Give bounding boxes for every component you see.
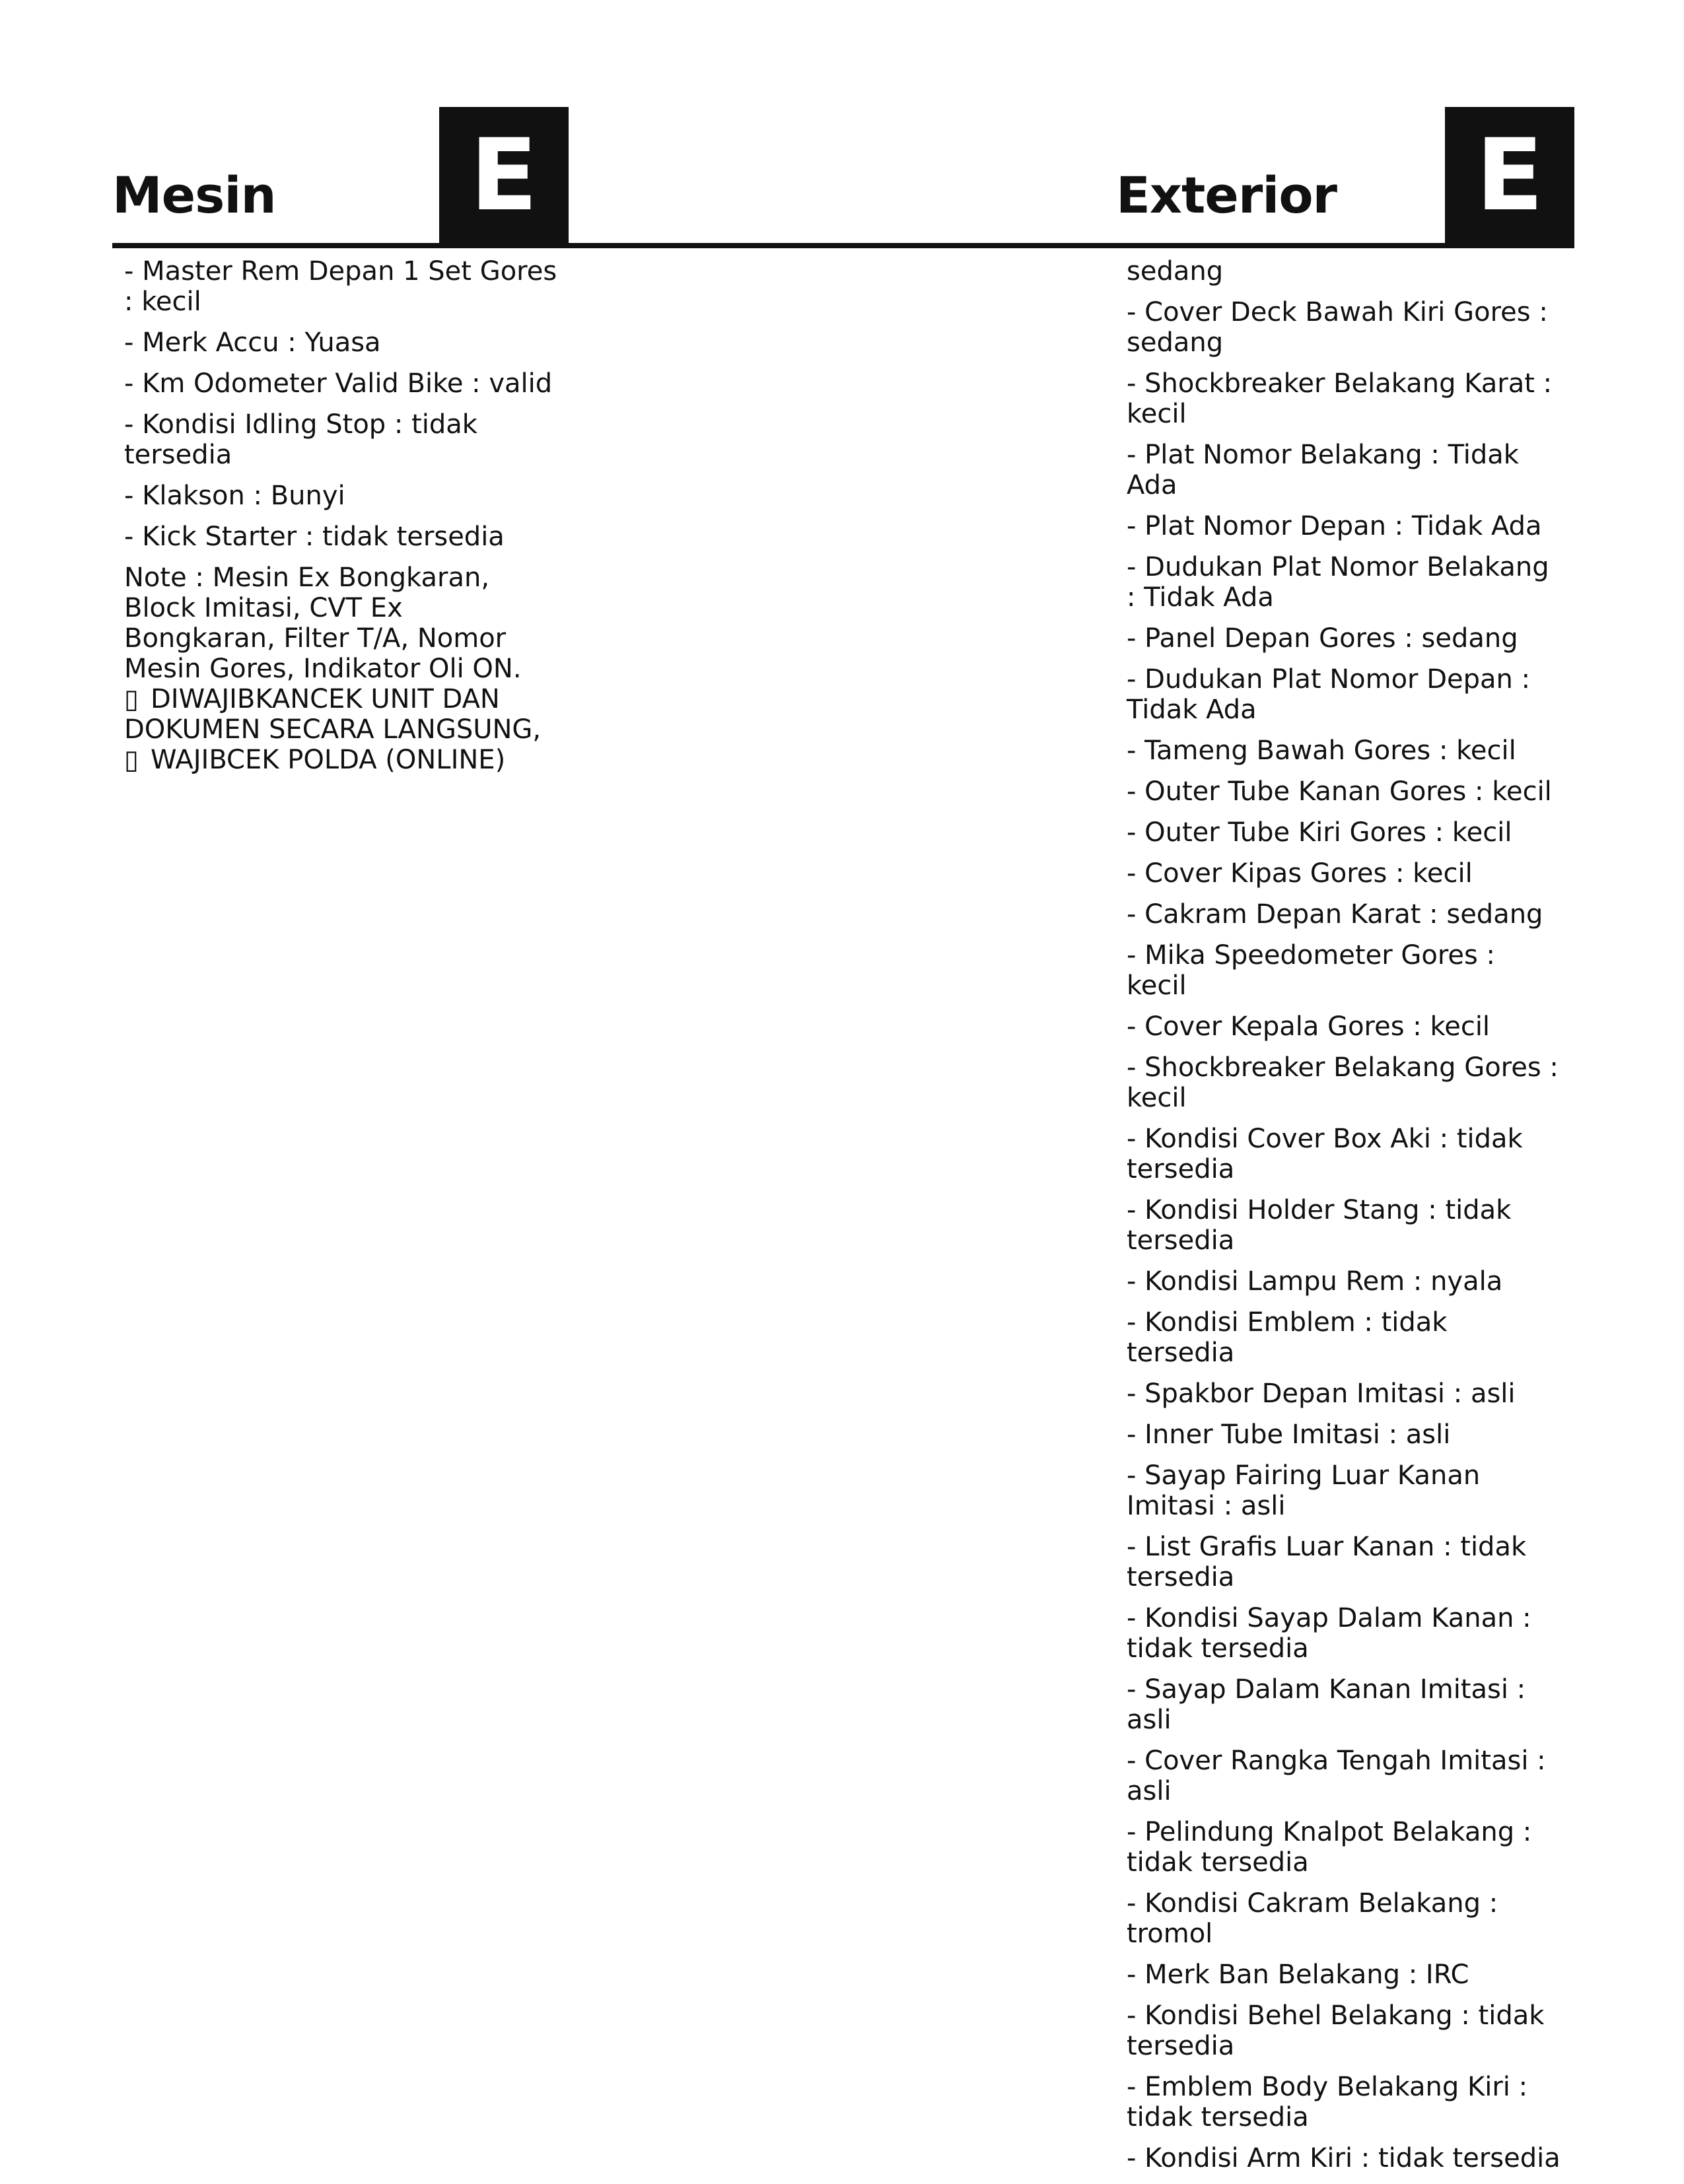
list-item: - Dudukan Plat Nomor Depan : Tidak Ada: [1127, 664, 1531, 725]
missing-glyph-icon: ▯: [124, 684, 139, 714]
list-item: - Kick Starter : tidak tersedia: [124, 522, 505, 552]
list-item: - Cover Deck Bawah Kiri Gores : sedang: [1127, 297, 1548, 358]
list-item: - Shockbreaker Belakang Gores : kecil: [1127, 1052, 1559, 1113]
list-item: - Shockbreaker Belakang Karat : kecil: [1127, 368, 1553, 429]
mesin-list: [124, 256, 560, 775]
mesin-grade-badge: E: [439, 107, 569, 244]
list-item: - Kondisi Cakram Belakang : tromol: [1127, 1888, 1498, 1949]
list-item: - Mika Speedometer Gores : kecil: [1127, 940, 1496, 1001]
list-item: sedang: [1127, 256, 1224, 287]
list-item: - Dudukan Plat Nomor Belakang : Tidak Ada: [1127, 552, 1549, 613]
list-item: - Kondisi Arm Kiri : tidak tersedia: [1127, 2143, 1561, 2173]
list-item: - Cover Kepala Gores : kecil: [1127, 1011, 1491, 1042]
list-item: - Kondisi Lampu Rem : nyala: [1127, 1266, 1503, 1297]
list-item: - List Grafis Luar Kanan : tidak tersedia: [1127, 1532, 1527, 1592]
list-item: - Km Odometer Valid Bike : valid: [124, 368, 553, 399]
list-item: - Merk Ban Belakang : IRC: [1127, 1960, 1469, 1990]
header-divider: [112, 243, 1574, 248]
list-item: - Master Rem Depan 1 Set Gores : kecil: [124, 256, 557, 317]
list-item: - Cover Kipas Gores : kecil: [1127, 858, 1473, 889]
note-warning: [124, 684, 560, 745]
list-item: - Klakson : Bunyi: [124, 481, 345, 511]
list-item: - Kondisi Holder Stang : tidak tersedia: [1127, 1195, 1512, 1256]
mesin-note: [124, 563, 560, 775]
list-item: - Outer Tube Kiri Gores : kecil: [1127, 817, 1512, 848]
note-warning-text: DIWAJIBKANCEK UNIT DAN DOKUMEN SECARA LANGSUNG,: [124, 684, 542, 745]
list-item: - Spakbor Depan Imitasi : asli: [1127, 1379, 1516, 1409]
list-item: - Emblem Body Belakang Kiri : tidak tersedia: [1127, 2072, 1528, 2133]
note-text: Note : Mesin Ex Bongkaran, Block Imitasi, CVT Ex Bongkaran, Filter T/A, Nomor Mesin Gores, Indikator Oli ON.: [124, 563, 522, 684]
note-warning: [124, 745, 560, 775]
list-item: - Kondisi Emblem : tidak tersedia: [1127, 1307, 1448, 1368]
list-item: - Kondisi Behel Belakang : tidak tersedia: [1127, 2000, 1545, 2061]
exterior-section-title: Exterior: [1116, 166, 1337, 224]
exterior-grade-badge: E: [1445, 107, 1574, 244]
list-item: - Kondisi Idling Stop : tidak tersedia: [124, 409, 477, 470]
list-item: - Sayap Fairing Luar Kanan Imitasi : asli: [1127, 1460, 1481, 1521]
list-item: - Inner Tube Imitasi : asli: [1127, 1419, 1451, 1450]
list-item: - Panel Depan Gores : sedang: [1127, 623, 1518, 654]
list-item: - Kondisi Sayap Dalam Kanan : tidak tersedia: [1127, 1603, 1531, 1664]
missing-glyph-icon: ▯: [124, 745, 139, 775]
list-item: - Cover Rangka Tengah Imitasi : asli: [1127, 1746, 1546, 1806]
list-item: - Cakram Depan Karat : sedang: [1127, 899, 1543, 930]
list-item: - Tameng Bawah Gores : kecil: [1127, 735, 1516, 766]
list-item: - Plat Nomor Belakang : Tidak Ada: [1127, 440, 1519, 500]
note-warning-text: WAJIBCEK POLDA (ONLINE): [151, 745, 506, 775]
list-item: - Kondisi Cover Box Aki : tidak tersedia: [1127, 1124, 1523, 1184]
exterior-list: [1127, 256, 1562, 2184]
list-item: - Plat Nomor Depan : Tidak Ada: [1127, 511, 1542, 541]
list-item: - Pelindung Knalpot Belakang : tidak tersedia: [1127, 1817, 1532, 1878]
list-item: - Sayap Dalam Kanan Imitasi : asli: [1127, 1674, 1526, 1735]
list-item: - Outer Tube Kanan Gores : kecil: [1127, 776, 1552, 807]
mesin-section-title: Mesin: [112, 166, 276, 224]
list-item: - Merk Accu : Yuasa: [124, 327, 381, 358]
